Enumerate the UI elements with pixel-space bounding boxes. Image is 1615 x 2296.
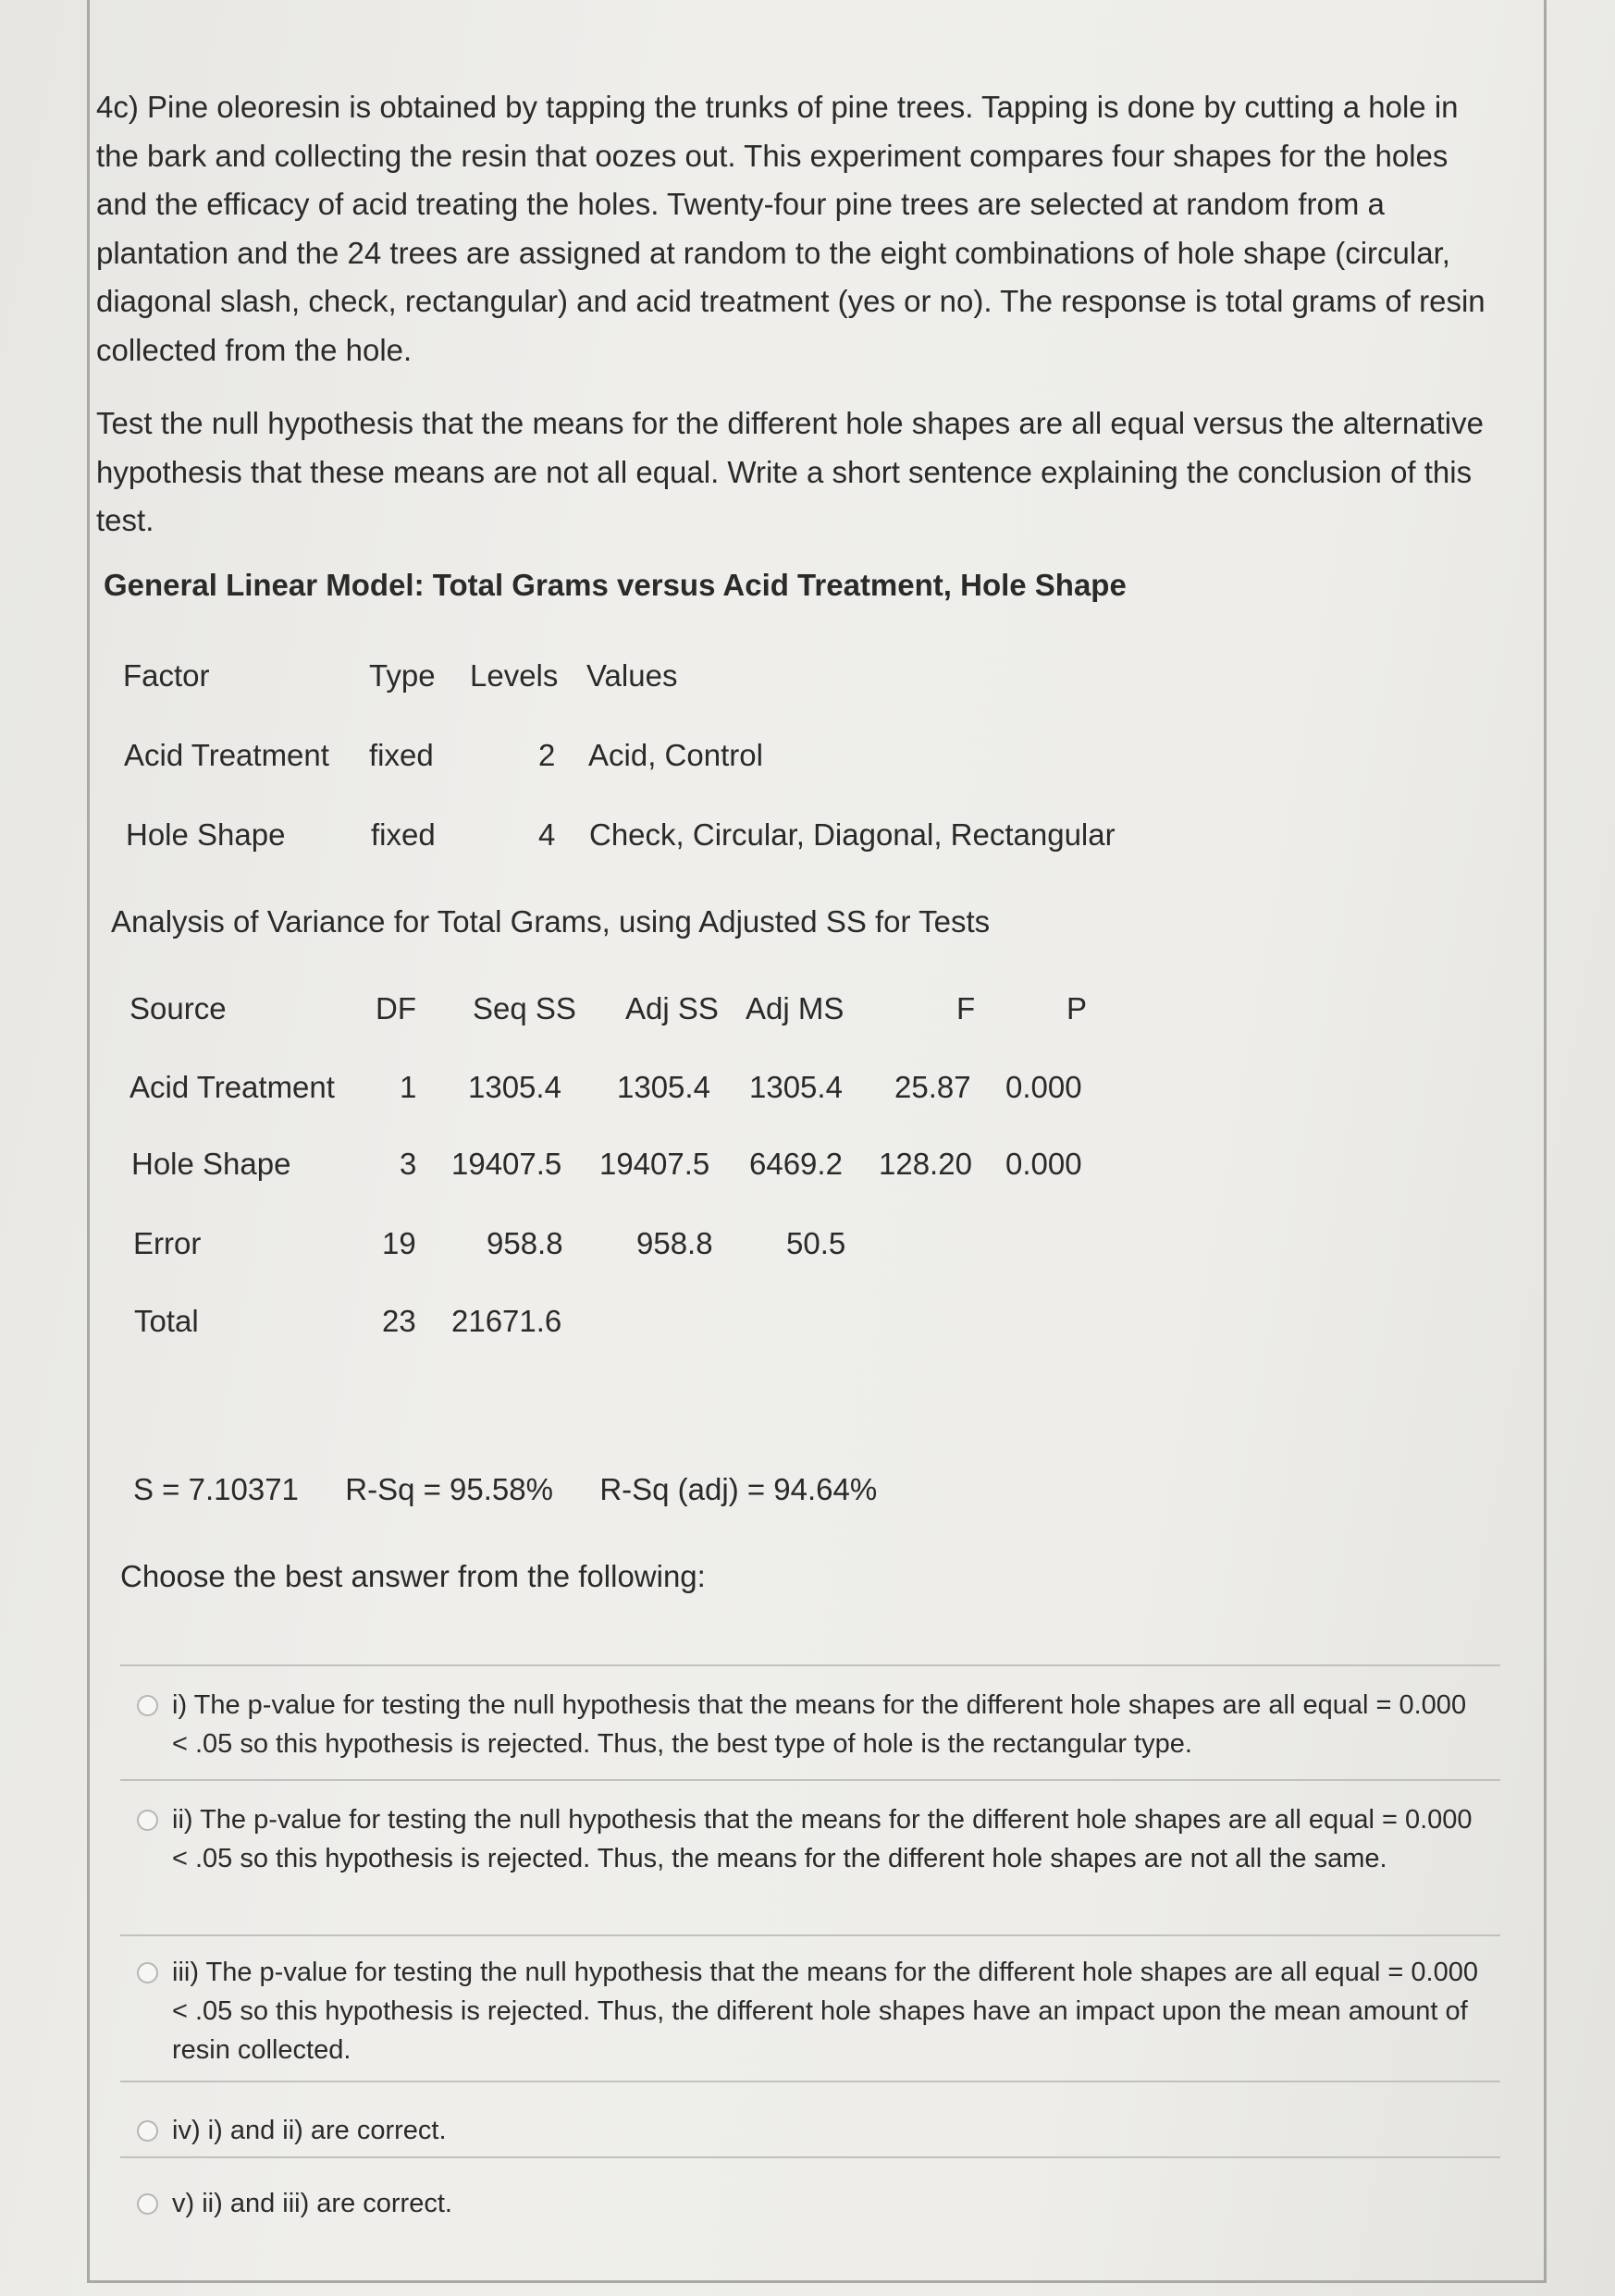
stat-s: S = 7.10371 xyxy=(133,1472,299,1506)
factor-cell-type: fixed xyxy=(369,738,434,772)
anova-cell-df: 3 xyxy=(400,1147,417,1181)
anova-cell-adj-ss: 1305.4 xyxy=(617,1070,710,1104)
divider xyxy=(120,1779,1500,1781)
factor-header-factor: Factor xyxy=(123,658,210,693)
anova-cell-f: 25.87 xyxy=(894,1070,971,1104)
anova-cell-seq-ss: 958.8 xyxy=(487,1226,563,1260)
answer-option-text: iv) i) and ii) are correct. xyxy=(172,2116,447,2145)
anova-cell-source: Hole Shape xyxy=(131,1147,291,1181)
factor-cell-levels: 4 xyxy=(538,817,556,852)
radio-button[interactable] xyxy=(137,1810,158,1831)
divider xyxy=(120,2156,1500,2158)
question-task: Test the null hypothesis that the means for the different hole shapes are all equal versus the alternative hypothesis that these means are not all equal. Write a short sentence explaining the conclusion of this test. xyxy=(96,406,1484,537)
model-stats xyxy=(133,1472,877,1507)
radio-button[interactable] xyxy=(137,1695,158,1716)
question-intro: 4c) Pine oleoresin is obtained by tapping the trunks of pine trees. Tapping is done by cutting a hole in the bark and collecting the resin that oozes out. This experiment compares four shapes for the holes and the efficacy of acid treating the holes. Twenty-four pine trees are selected at random from a plantation and the 24 trees are assigned at random to the eight combinations of hole shape (circular, diagonal slash, check, rectangular) and acid treatment (yes or no). The response is total grams of resin collected from the hole. xyxy=(96,90,1486,367)
divider xyxy=(120,1934,1500,1936)
anova-cell-source: Error xyxy=(133,1226,202,1260)
radio-button[interactable] xyxy=(137,2120,158,2142)
anova-header-f: F xyxy=(956,991,976,1025)
answer-option-text: ii) The p-value for testing the null hypothesis that the means for the different hole shapes are all equal = 0.000 < .05 so this hypothesis is rejected. Thus, the means for the different hole shapes are not all the same. xyxy=(172,1805,1473,1873)
radio-button[interactable] xyxy=(137,1962,158,1983)
divider xyxy=(120,2081,1500,2082)
anova-cell-seq-ss: 19407.5 xyxy=(451,1147,562,1181)
anova-header-adj-ms: Adj MS xyxy=(746,991,844,1025)
answer-option-iv[interactable] xyxy=(137,2111,1487,2150)
factor-cell-name: Acid Treatment xyxy=(124,738,329,772)
anova-cell-adj-ss: 19407.5 xyxy=(599,1147,710,1181)
anova-title: Analysis of Variance for Total Grams, using Adjusted SS for Tests xyxy=(111,904,991,939)
answer-option-text: iii) The p-value for testing the null hypothesis that the means for the different hole shapes are all equal = 0.000 < .05 so this hypothesis is rejected. Thus, the different hole shapes have an impact upon the mean amount of resin collected. xyxy=(172,1958,1478,2065)
answer-option-text: i) The p-value for testing the null hypothesis that the means for the different hole shapes are all equal = 0.000 < .05 so this hypothesis is rejected. Thus, the best type of hole is the rectangular type. xyxy=(172,1690,1467,1759)
factor-cell-levels: 2 xyxy=(538,738,556,772)
factor-header-levels: Levels xyxy=(470,658,559,693)
anova-cell-df: 19 xyxy=(382,1226,416,1260)
anova-cell-source: Acid Treatment xyxy=(129,1070,335,1104)
factor-cell-values: Check, Circular, Diagonal, Rectangular xyxy=(589,817,1116,852)
answer-option-i[interactable] xyxy=(137,1686,1487,1763)
radio-button[interactable] xyxy=(137,2193,158,2215)
factor-header-values: Values xyxy=(586,658,678,693)
anova-header-source: Source xyxy=(129,991,227,1025)
anova-cell-source: Total xyxy=(134,1304,199,1338)
anova-cell-adj-ms: 1305.4 xyxy=(749,1070,843,1104)
anova-cell-df: 1 xyxy=(400,1070,417,1104)
factor-header-type: Type xyxy=(369,658,436,693)
anova-cell-adj-ms: 50.5 xyxy=(786,1226,846,1260)
anova-header-seq-ss: Seq SS xyxy=(473,991,576,1025)
stat-r-sq: R-Sq = 95.58% xyxy=(345,1472,553,1506)
divider xyxy=(120,1664,1500,1666)
answer-option-ii[interactable] xyxy=(137,1800,1487,1878)
anova-cell-f: 128.20 xyxy=(879,1147,972,1181)
factor-cell-type: fixed xyxy=(371,817,436,852)
factor-cell-values: Acid, Control xyxy=(588,738,763,772)
anova-header-adj-ss: Adj SS xyxy=(625,991,719,1025)
anova-cell-p: 0.000 xyxy=(1005,1147,1082,1181)
anova-cell-df: 23 xyxy=(382,1304,416,1338)
model-title: General Linear Model: Total Grams versus Acid Treatment, Hole Shape xyxy=(104,568,1127,602)
answer-option-v[interactable] xyxy=(137,2184,1487,2223)
anova-header-p: P xyxy=(1066,991,1088,1025)
anova-cell-p: 0.000 xyxy=(1005,1070,1082,1104)
anova-cell-seq-ss: 21671.6 xyxy=(451,1304,562,1338)
answer-option-text: v) ii) and iii) are correct. xyxy=(172,2189,452,2218)
anova-cell-seq-ss: 1305.4 xyxy=(468,1070,561,1104)
factor-cell-name: Hole Shape xyxy=(126,817,286,852)
choose-prompt: Choose the best answer from the following: xyxy=(120,1559,706,1593)
anova-cell-adj-ss: 958.8 xyxy=(636,1226,713,1260)
anova-cell-adj-ms: 6469.2 xyxy=(749,1147,843,1181)
answer-option-iii[interactable] xyxy=(137,1953,1487,2069)
stat-r-sq-adj: R-Sq (adj) = 94.64% xyxy=(599,1472,878,1506)
anova-header-df: DF xyxy=(376,991,416,1025)
